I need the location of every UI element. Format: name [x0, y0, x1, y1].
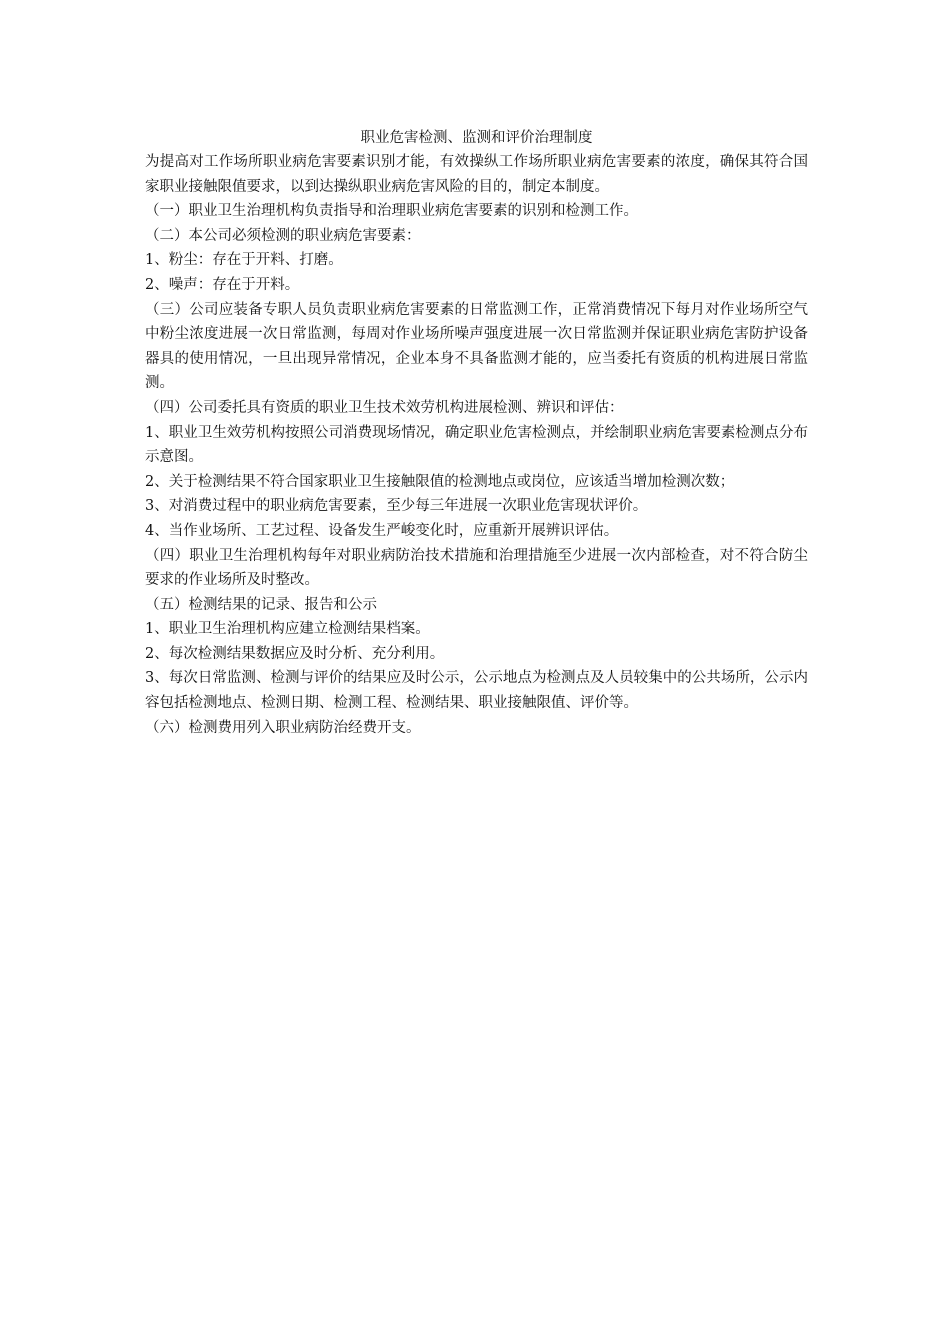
list-item-4-1: 1、职业卫生效劳机构按照公司消费现场情况，确定职业危害检测点，并绘制职业病危害要素检测点分布示意图。	[145, 424, 808, 466]
list-item-4-3: 3、对消费过程中的职业病危害要素，至少每三年进展一次职业危害现状评价。	[145, 498, 648, 515]
paragraph-section-6: （六）检测费用列入职业病防治经费开支。	[145, 719, 421, 736]
list-item-dust: 1、粉尘：存在于开料、打磨。	[145, 252, 343, 269]
list-item-5-2: 2、每次检测结果数据应及时分析、充分利用。	[145, 645, 445, 662]
paragraph-section-4b: （四）职业卫生治理机构每年对职业病防治技术措施和治理措施至少进展一次内部检查，对不符合防尘要求的作业场所及时整改。	[145, 547, 808, 589]
paragraph-section-2: （二）本公司必须检测的职业病危害要素：	[145, 227, 421, 244]
paragraph-section-4: （四）公司委托具有资质的职业卫生技术效劳机构进展检测、辨识和评估：	[145, 399, 624, 416]
list-item-4-4: 4、当作业场所、工艺过程、设备发生严峻变化时，应重新开展辨识评估。	[145, 522, 619, 539]
list-item-5-3: 3、每次日常监测、检测与评价的结果应及时公示，公示地点为检测点及人员较集中的公共场所，公示内容包括检测地点、检测日期、检测工程、检测结果、职业接触限值、评价等。	[145, 670, 808, 712]
document-body	[145, 126, 808, 740]
list-item-5-1: 1、职业卫生治理机构应建立检测结果档案。	[145, 621, 430, 638]
list-item-4-2: 2、关于检测结果不符合国家职业卫生接触限值的检测地点或岗位，应该适当增加检测次数；	[145, 473, 735, 490]
list-item-noise: 2、噪声：存在于开料。	[145, 276, 300, 293]
paragraph-section-1: （一）职业卫生治理机构负责指导和治理职业病危害要素的识别和检测工作。	[145, 203, 638, 220]
document-title: 职业危害检测、监测和评价治理制度	[360, 130, 593, 146]
paragraph-intro: 为提高对工作场所职业病危害要素识别才能，有效操纵工作场所职业病危害要素的浓度，确保其符合国家职业接触限值要求，以到达操纵职业病危害风险的目的，制定本制度。	[145, 154, 808, 195]
paragraph-section-3: （三）公司应装备专职人员负责职业病危害要素的日常监测工作，正常消费情况下每月对作业场所空气中粉尘浓度进展一次日常监测，每周对作业场所噪声强度进展一次日常监测并保证职业病危害防护设备器具的使用情况，一旦出现异常情况，企业本身不具备监测才能的，应当委托有资质的机构进展日常监测。	[145, 301, 808, 392]
paragraph-section-5: （五）检测结果的记录、报告和公示	[145, 596, 377, 613]
